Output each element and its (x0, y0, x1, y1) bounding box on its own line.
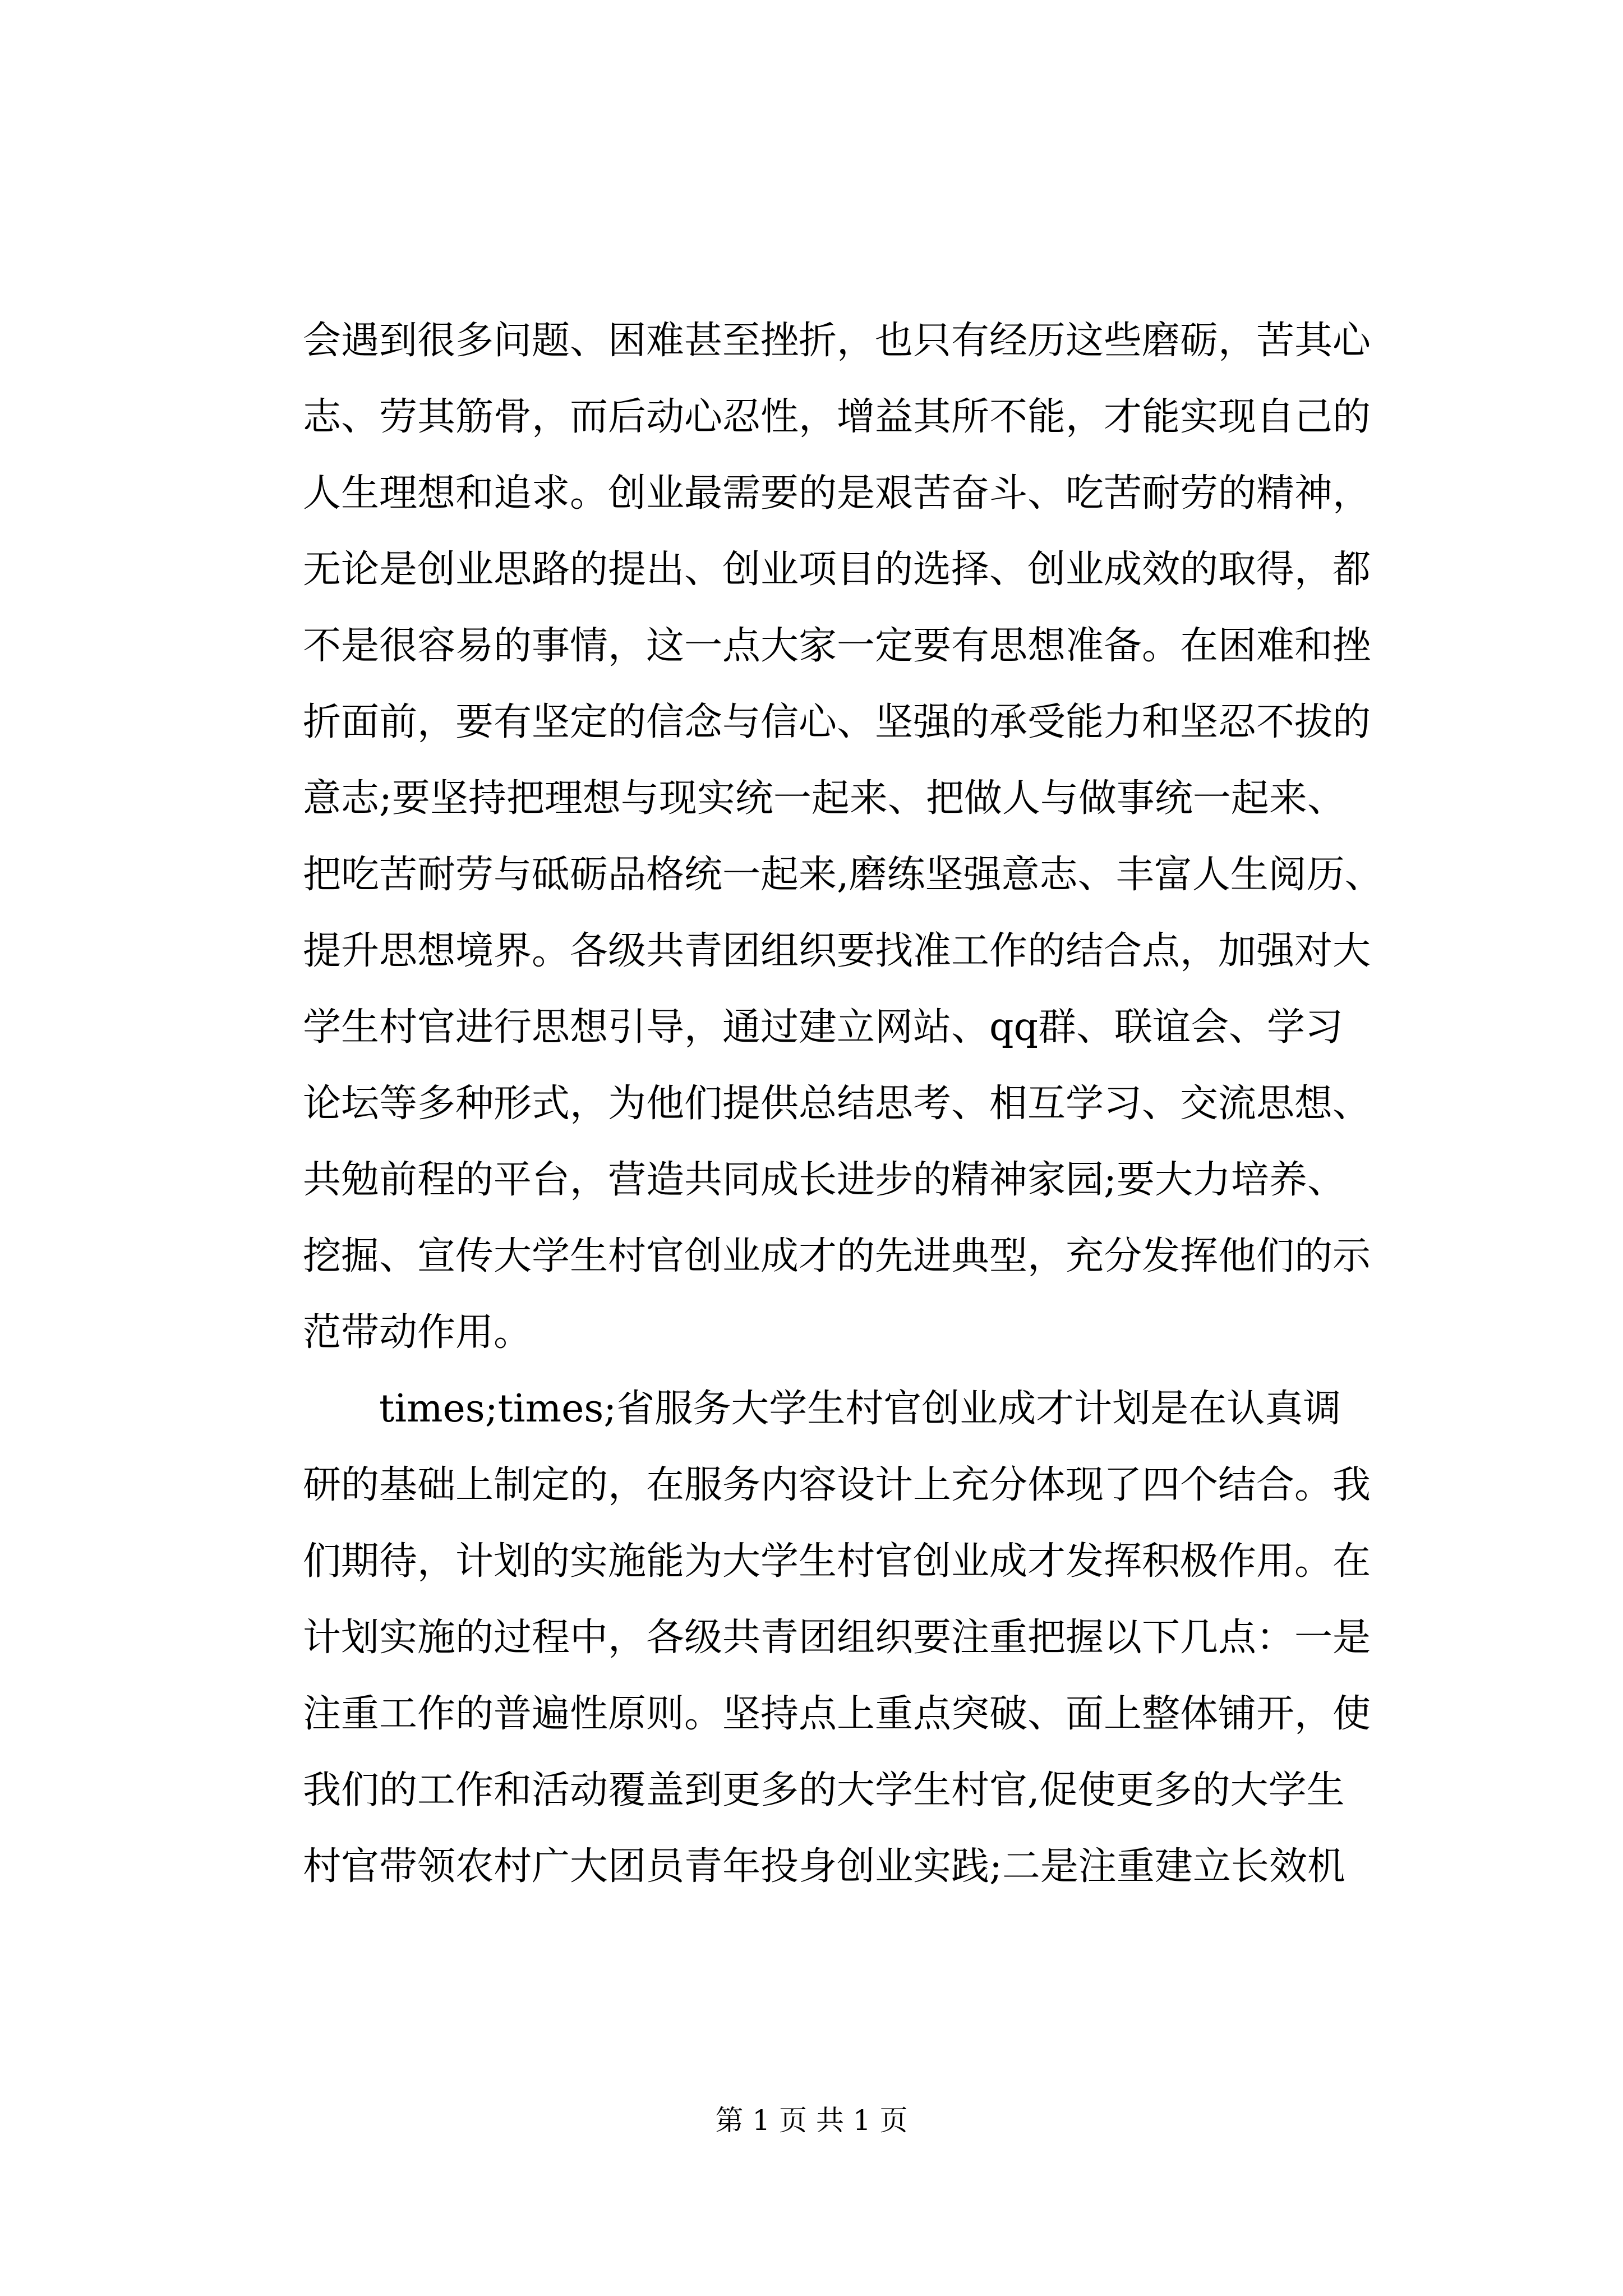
text-line-13: 挖掘、宣传大学生村官创业成才的先进典型，充分发挥他们的示 (303, 1234, 1371, 1278)
body-text (303, 303, 1383, 1905)
text-line-4: 无论是创业思路的提出、创业项目的选择、创业成效的取得，都 (303, 547, 1371, 592)
text-line-21: 村官带领农村广大团员青年投身创业实践;二是注重建立长效机 (303, 1844, 1345, 1889)
text-line-5: 不是很容易的事情，这一点大家一定要有思想准备。在困难和挫 (303, 624, 1371, 668)
text-line-2: 志、劳其筋骨，而后动心忍性，增益其所不能，才能实现自己的 (303, 395, 1371, 439)
text-line-12: 共勉前程的平台，营造共同成长进步的精神家园;要大力培养、 (303, 1158, 1345, 1202)
page-footer: 第 1 页 共 1 页 (715, 2104, 908, 2137)
text-line-15: times;times;省服务大学生村官创业成才计划是在认真调 (379, 1387, 1341, 1431)
text-line-19: 注重工作的普遍性原则。坚持点上重点突破、面上整体铺开，使 (303, 1692, 1371, 1736)
text-line-6: 折面前，要有坚定的信念与信心、坚强的承受能力和坚忍不拔的 (303, 700, 1371, 744)
text-line-7: 意志;要坚持把理想与现实统一起来、把做人与做事统一起来、 (303, 776, 1345, 821)
text-line-8: 把吃苦耐劳与砥砺品格统一起来,磨练坚强意志、丰富人生阅历、 (303, 853, 1383, 897)
text-line-14: 范带动作用。 (303, 1310, 532, 1355)
text-line-9: 提升思想境界。各级共青团组织要找准工作的结合点，加强对大 (303, 929, 1371, 973)
text-line-17: 们期待，计划的实施能为大学生村官创业成才发挥积极作用。在 (303, 1539, 1371, 1584)
text-line-16: 研的基础上制定的，在服务内容设计上充分体现了四个结合。我 (303, 1463, 1371, 1507)
text-line-3: 人生理想和追求。创业最需要的是艰苦奋斗、吃苦耐劳的精神， (303, 471, 1371, 516)
text-line-18: 计划实施的过程中，各级共青团组织要注重把握以下几点：一是 (303, 1616, 1371, 1660)
text-line-10: 学生村官进行思想引导，通过建立网站、qq群、联谊会、学习 (303, 1005, 1344, 1050)
text-line-1: 会遇到很多问题、困难甚至挫折，也只有经历这些磨砺，苦其心 (303, 319, 1371, 363)
text-line-20: 我们的工作和活动覆盖到更多的大学生村官,促使更多的大学生 (303, 1768, 1345, 1812)
text-line-11: 论坛等多种形式，为他们提供总结思考、相互学习、交流思想、 (303, 1082, 1371, 1126)
